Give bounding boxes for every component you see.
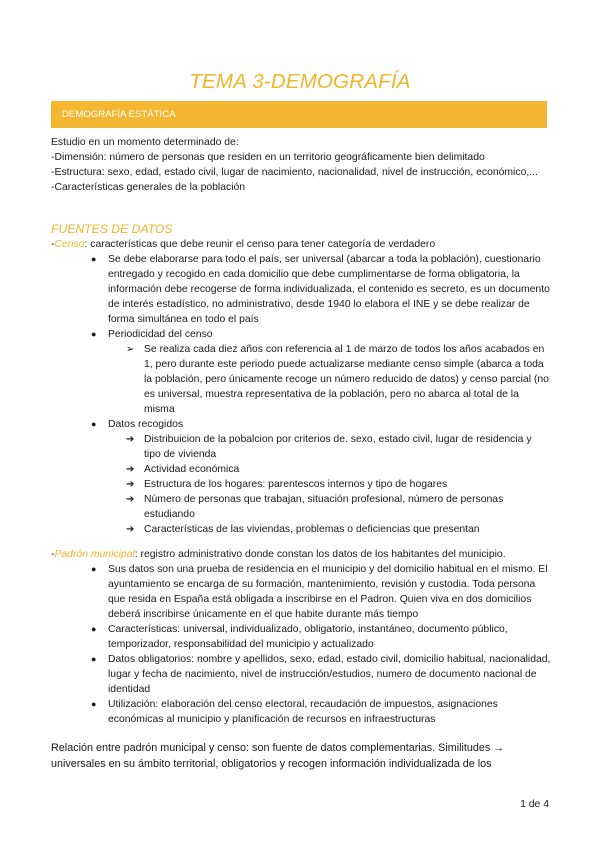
sublist-item [51, 342, 551, 417]
intro-line: Estudio en un momento determinado de: [51, 137, 239, 148]
padron-section [51, 547, 551, 727]
censo-term: Censo [54, 239, 85, 250]
padron-dash: - [51, 549, 55, 560]
list-item-text: Periodicidad del censo [108, 329, 213, 340]
bullet-icon: ● [91, 329, 97, 339]
list-item [51, 417, 551, 537]
page-number: 1 de 4 [520, 799, 549, 810]
intro-block [51, 135, 551, 195]
arrow-bullet-icon: ➔ [126, 494, 135, 505]
list-item-text: Datos obligatorios: nombre y apellidos, sexo, edad, estado civil, domicilio habitual, nacionalidad, lugar y fecha de nacimiento, nivel de instrucción/estudios, numero de documento nacional de identidad [108, 654, 551, 695]
fuentes-heading: FUENTES DE DATOS [51, 222, 173, 236]
sublist-item-text: Características de las viviendas, problemas o deficiencias que presentan [144, 524, 480, 535]
arrowhead-bullet-icon: ➢ [126, 344, 135, 355]
intro-line: -Características generales de la población [51, 182, 246, 193]
sublist [108, 342, 551, 417]
sublist-item-text: Distribuicion de la pobalcion por criterios de. sexo, estado civil, lugar de residencia y tipo de vivienda [144, 434, 532, 460]
censo-description: : características que debe reunir el censo para tener categoría de verdadero [84, 239, 436, 250]
sublist-item [51, 492, 551, 522]
censo-dash: - [51, 239, 55, 250]
bullet-icon: ● [91, 564, 97, 574]
relacion-block [51, 740, 551, 772]
bullet-icon: ● [91, 254, 97, 264]
intro-line: -Estructura: sexo, edad, estado civil, lugar de nacimiento, nacionalidad, nivel de instrucción, económico,... [51, 167, 538, 178]
bullet-icon: ● [91, 654, 97, 664]
sublist-item-text: Se realiza cada diez años con referencia al 1 de marzo de todos los años acabados en 1, pero durante este periodo puede actualizarse mediante censo simple (abarca a toda la población, pero únicamente recoge un número reducido de datos) y censo parcial (no es universal, muestra representativa de la población, pero no abarca al total de la misma [144, 344, 549, 415]
padron-term: Padrón municipal [54, 549, 135, 560]
page-title: TEMA 3-DEMOGRAFÍA [189, 70, 411, 93]
list-item [51, 562, 551, 622]
list-item [51, 652, 551, 697]
bullet-icon: ● [91, 699, 97, 709]
censo-section [51, 237, 551, 537]
bullet-icon: ● [91, 624, 97, 634]
sublist-item [51, 432, 551, 462]
list-item-text: Sus datos son una prueba de residencia en el municipio y del domicilio habitual en el mismo. El ayuntamiento se encarga de su formación, mantenimiento, revisión y custodia. Toda persona que resida en España está obligada a inscribirse en el Padron. Quien viva en dos domicilios deberá inscribirse únicamente en el que habite durante más tiempo [108, 564, 548, 620]
sublist-item [51, 522, 551, 537]
list-item [51, 327, 551, 417]
arrow-bullet-icon: ➔ [126, 464, 135, 475]
padron-intro [51, 547, 551, 562]
arrow-bullet-icon: ➔ [126, 479, 135, 490]
list-item [51, 252, 551, 327]
bullet-icon: ● [91, 419, 97, 429]
censo-intro [51, 237, 551, 252]
padron-list [51, 562, 551, 727]
list-item-text: Se debe elaborarse para todo el país, ser universal (abarcar a toda la población), cuestionario entregado y recogido en cada domicilio que debe cumplimentarse de forma obligatoria, la información debe recogerse de forma individualizada, el contenido es secreto, es un documento de interés estadístico, no administrativo, desde 1940 lo elabora el INE y se debe realizar de forma simultánea en todo el país [108, 254, 550, 325]
arrow-bullet-icon: ➔ [126, 434, 135, 445]
sublist-item-text: Número de personas que trabajan, situación profesional, número de personas estudiando [144, 494, 504, 520]
section-banner: DEMOGRAFÍA ESTÁTICA [51, 101, 547, 128]
arrow-bullet-icon: ➔ [126, 524, 135, 535]
intro-line: -Dimensión: número de personas que residen en un territorio geográficamente bien delimitado [51, 152, 485, 163]
sublist-item-text: Estructura de los hogares: parentescos internos y tipo de hogares [144, 479, 448, 490]
list-item-text: Datos recogidos [108, 419, 184, 430]
padron-description: : registro administrativo donde constan los datos de los habitantes del municipio. [134, 549, 506, 560]
sublist-item [51, 477, 551, 492]
list-item-text: Características: universal, individualizado, obligatorio, instantáneo, documento público, temporizador, responsabilidad del municipio y actualizado [108, 624, 508, 650]
list-item [51, 697, 551, 727]
sublist [108, 432, 551, 537]
list-item [51, 622, 551, 652]
list-item-text: Utilización: elaboración del censo electoral, recaudación de impuestos, asignaciones económicas al municipio y planificación de recursos en infraestructuras [108, 699, 498, 725]
relacion-paragraph: Relación entre padrón municipal y censo: son fuente de datos complementarias. Similitudes → universales en su ámbito territorial, obligatorios y recogen información individualizada de los [51, 742, 505, 770]
sublist-item-text: Actividad económica [144, 464, 240, 475]
sublist-item [51, 462, 551, 477]
censo-list [51, 252, 551, 537]
